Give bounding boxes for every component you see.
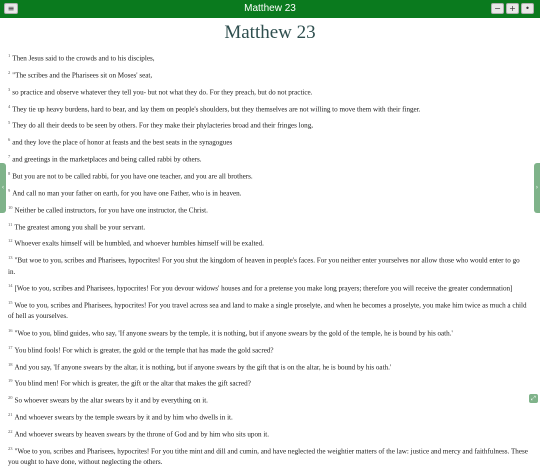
verse-number: 19 <box>8 378 13 384</box>
verse-text: The greatest among you shall be your servant. <box>14 222 146 231</box>
verse-item <box>8 325 528 339</box>
verse-text: So whoever swears by the altar swears by it and by everything on it. <box>14 396 208 405</box>
verse-item <box>8 134 528 148</box>
verse-item <box>8 168 528 182</box>
verse-item <box>8 117 528 131</box>
verse-number: 5 <box>8 120 11 126</box>
hamburger-icon[interactable]: ≡ <box>4 3 18 14</box>
verse-text: And whoever swears by heaven swears by the throne of God and by him who sits upon it. <box>14 430 270 439</box>
verse-number: 12 <box>8 238 13 244</box>
verse-number: 21 <box>8 412 13 418</box>
minus-icon: − <box>494 4 501 13</box>
verse-item <box>8 359 528 373</box>
verse-number: 13 <box>8 255 13 261</box>
verse-item <box>8 235 528 249</box>
zoom-out-button[interactable] <box>491 3 504 14</box>
verse-item <box>8 84 528 98</box>
verse-number: 16 <box>8 327 13 333</box>
verse-number: 22 <box>8 429 13 435</box>
verse-text: Then Jesus said to the crowds and to his disciples, <box>12 54 155 63</box>
verse-number: 7 <box>8 154 11 160</box>
verse-number: 17 <box>8 344 13 350</box>
verse-item <box>8 202 528 216</box>
top-bar <box>0 0 540 18</box>
verse-number: 9 <box>8 187 11 193</box>
verse-item <box>8 185 528 199</box>
verse-number: 14 <box>8 283 13 289</box>
chevron-left-icon[interactable]: ‹ <box>0 163 6 213</box>
verse-number: 10 <box>8 204 13 210</box>
verse-item <box>8 280 528 294</box>
verse-text: "But woe to you, scribes and Pharisees, hypocrites! For you shut the kingdom of heaven in people's faces. For you neither enter yourselves nor allow those who would enter to go in. <box>8 256 520 276</box>
verse-text: "Woe to you, blind guides, who say, 'If anyone swears by the temple, it is nothing, but if anyone swears by the gold of the temple, he is bound by his oath.' <box>14 329 453 338</box>
verse-text: And call no man your father on earth, for you have one Father, who is in heaven. <box>12 189 242 198</box>
verse-item <box>8 409 528 423</box>
verse-number: 15 <box>8 300 13 306</box>
verse-text: They tie up heavy burdens, hard to bear, and lay them on people's shoulders, but they themselves are not willing to move them with their finger. <box>12 104 421 113</box>
verse-number: 3 <box>8 86 11 92</box>
verse-item <box>8 342 528 356</box>
verse-number: 11 <box>8 221 13 227</box>
verse-text: and they love the place of honor at feasts and the best seats in the synagogues <box>12 138 233 147</box>
verse-item <box>8 426 528 440</box>
verse-number: 20 <box>8 395 13 401</box>
expand-icon[interactable]: ⤢ <box>529 394 538 403</box>
verse-text: Woe to you, scribes and Pharisees, hypocrites! For you travel across sea and land to make a single proselyte, and when he becomes a proselyte, you make him twice as much a child of hell as yourselves. <box>8 301 527 321</box>
zoom-in-button[interactable] <box>506 3 519 14</box>
verse-item <box>8 443 528 468</box>
verse-item <box>8 50 528 64</box>
verse-text: And whoever swears by the temple swears by it and by him who dwells in it. <box>14 413 233 422</box>
verse-list <box>8 50 528 471</box>
verse-text: Neither be called instructors, for you have one instructor, the Christ. <box>14 206 208 215</box>
verse-text: But you are not to be called rabbi, for you have one teacher, and you are all brothers. <box>12 172 253 181</box>
window-title: Matthew 23 <box>244 3 296 14</box>
plus-icon: + <box>509 4 516 13</box>
verse-text: You blind men! For which is greater, the gift or the altar that makes the gift sacred? <box>14 379 251 388</box>
verse-item <box>8 219 528 233</box>
page-title: Matthew 23 <box>224 22 316 43</box>
verse-text: "The scribes and the Pharisees sit on Moses' seat, <box>12 71 153 80</box>
chevron-right-icon[interactable]: › <box>534 163 540 213</box>
verse-number: 6 <box>8 137 11 143</box>
more-button[interactable] <box>521 3 534 14</box>
verse-number: 1 <box>8 53 11 58</box>
verse-number: 18 <box>8 361 13 367</box>
verse-item <box>8 375 528 389</box>
verse-text: And you say, 'If anyone swears by the altar, it is nothing, but if anyone swears by the gift that is on the altar, he is bound by his oath.' <box>14 362 392 371</box>
verse-number: 8 <box>8 171 11 177</box>
verse-item <box>8 297 528 322</box>
verse-text: Whoever exalts himself will be humbled, and whoever humbles himself will be exalted. <box>14 239 264 248</box>
verse-item <box>8 101 528 115</box>
verse-text: and greetings in the marketplaces and being called rabbi by others. <box>12 155 202 164</box>
verse-item <box>8 67 528 81</box>
verse-number: 23 <box>8 445 13 451</box>
verse-text: You blind fools! For which is greater, the gold or the temple that has made the gold sacred? <box>14 346 274 355</box>
verse-text: so practice and observe whatever they tell you- but not what they do. For they preach, but do not practice. <box>12 88 313 97</box>
verse-item <box>8 252 528 277</box>
verse-number: 4 <box>8 103 11 109</box>
verse-text: [Woe to you, scribes and Pharisees, hypocrites! For you devour widows' houses and for a pretense you make long prayers; therefore you will receive the greater condemnation] <box>14 284 513 293</box>
verse-text: "Woe to you, scribes and Pharisees, hypocrites! For you tithe mint and dill and cumin, and have neglected the weightier matters of the law: justice and mercy and faithfulness. These you ought to have done, without neglecting the others. <box>8 447 528 467</box>
more-icon: • <box>525 4 530 13</box>
verse-text: They do all their deeds to be seen by others. For they make their phylacteries broad and their fringes long, <box>12 121 314 130</box>
verse-item <box>8 151 528 165</box>
verse-number: 2 <box>8 69 11 75</box>
